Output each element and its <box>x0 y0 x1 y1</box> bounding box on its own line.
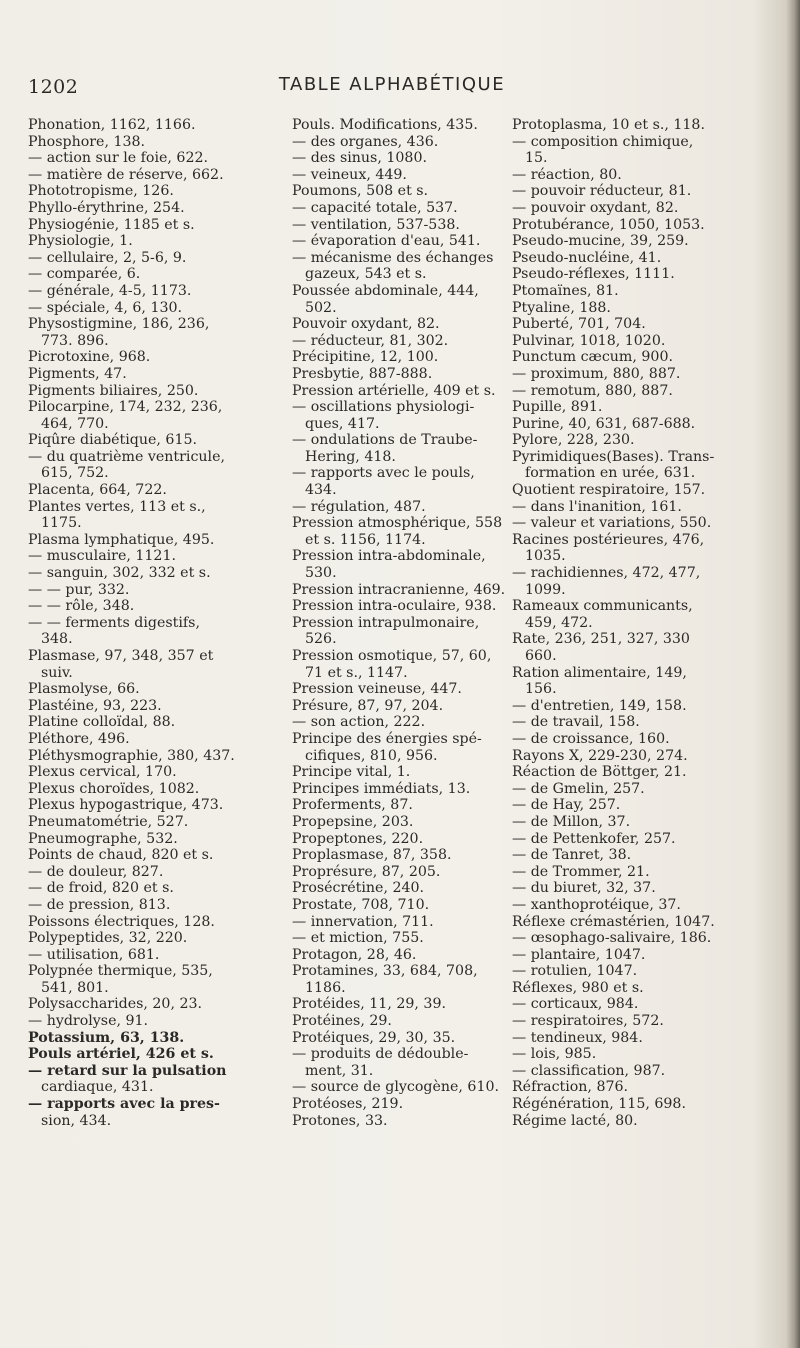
index-entry: Présure, 87, 97, 204. <box>292 697 444 714</box>
index-entry: Protéides, 11, 29, 39. <box>292 996 446 1013</box>
index-entry: Placenta, 664, 722. <box>28 482 167 499</box>
index-entry: Phonation, 1162, 1166. <box>28 117 196 133</box>
index-entry: — spéciale, 4, 6, 130. <box>28 299 183 316</box>
index-entry: Principes immédiats, 13. <box>292 780 471 797</box>
index-entry: — pouvoir réducteur, 81. <box>512 183 692 200</box>
index-entry: — rotulien, 1047. <box>512 963 638 980</box>
index-entry: Pression veineuse, 447. <box>292 681 462 698</box>
index-entry: Poissons électriques, 128. <box>28 913 215 930</box>
index-entry: Propepsine, 203. <box>292 813 414 830</box>
page-number: 1202 <box>28 76 79 98</box>
index-entry: 1186. <box>305 979 346 996</box>
index-entry: — musculaire, 1121. <box>28 548 176 565</box>
index-entry: — veineux, 449. <box>292 166 407 183</box>
index-entry: Pupille, 891. <box>512 399 603 416</box>
index-entry: Pylore, 228, 230. <box>512 432 635 449</box>
index-entry: — valeur et variations, 550. <box>512 515 712 532</box>
index-entry: — plantaire, 1047. <box>512 946 646 963</box>
index-entry: Pouvoir oxydant, 82. <box>292 316 440 333</box>
index-entry: — réaction, 80. <box>512 166 622 183</box>
index-entry: Pression artérielle, 409 et s. <box>292 382 496 399</box>
index-entry: Proplasmase, 87, 358. <box>292 847 452 864</box>
index-entry: — respiratoires, 572. <box>512 1013 664 1030</box>
index-entry: Plexus choroïdes, 1082. <box>28 780 200 797</box>
index-entry: Pneumographe, 532. <box>28 830 178 847</box>
index-entry: — son action, 222. <box>292 714 426 731</box>
index-entry: 348. <box>41 631 73 648</box>
index-entry: — rapports avec le pouls, <box>292 465 475 482</box>
index-entry: Physiologie, 1. <box>28 233 133 250</box>
index-entry: — produits de dédouble- <box>292 1046 469 1063</box>
index-entry: — retard sur la pulsation <box>28 1062 227 1079</box>
index-entry: Presbytie, 887-888. <box>292 365 433 382</box>
index-entry: — corticaux, 984. <box>512 996 639 1013</box>
index-entry: Régime lacté, 80. <box>512 1112 638 1129</box>
index-entry: Propeptones, 220. <box>292 830 424 847</box>
index-entry: formation en urée, 631. <box>525 465 696 482</box>
index-entry: Phosphore, 138. <box>28 133 146 150</box>
index-entry: Principe des énergies spé- <box>292 730 482 747</box>
index-entry: — ventilation, 537-538. <box>292 216 460 233</box>
index-entry: Proferments, 87. <box>292 797 413 814</box>
index-entry: 1175. <box>41 515 82 532</box>
index-entry: — de Millon, 37. <box>512 813 631 830</box>
index-entry: Précipitine, 12, 100. <box>292 349 439 366</box>
index-entry: — ondulations de Traube- <box>292 432 478 449</box>
index-entry: Pseudo-mucine, 39, 259. <box>512 233 689 250</box>
index-entry: 459, 472. <box>525 614 593 631</box>
index-entry: Rameaux communicants, <box>512 598 693 615</box>
index-entry: — xanthoprotéique, 37. <box>512 896 681 913</box>
index-entry: — remotum, 880, 887. <box>512 382 673 399</box>
index-entry: Racines postérieures, 476, <box>512 531 705 548</box>
index-entry: Plexus cervical, 170. <box>28 764 177 781</box>
index-entry: — cellulaire, 2, 5-6, 9. <box>28 249 187 266</box>
index-entry: Prostate, 708, 710. <box>292 896 430 913</box>
index-entry: — de douleur, 827. <box>28 863 164 880</box>
index-entry: Protones, 33. <box>292 1112 388 1129</box>
index-entry: — régulation, 487. <box>292 498 426 515</box>
index-entry: Proprésure, 87, 205. <box>292 863 441 880</box>
index-entry: et s. 1156, 1174. <box>305 531 426 548</box>
index-entry: Poumons, 508 et s. <box>292 183 429 200</box>
index-entry: Pression atmosphérique, 558 <box>292 515 503 532</box>
index-entry: Polypeptides, 32, 220. <box>28 930 188 947</box>
index-entry: — générale, 4-5, 1173. <box>28 282 192 299</box>
index-entry: Quotient respiratoire, 157. <box>512 482 706 499</box>
index-entry: — œsophago-salivaire, 186. <box>512 930 712 947</box>
index-entry: Protoplasma, 10 et s., 118. <box>512 117 705 133</box>
index-entry: — proximum, 880, 887. <box>512 365 681 382</box>
index-entry: Pneumatométrie, 527. <box>28 813 189 830</box>
index-entry: Pression osmotique, 57, 60, <box>292 648 492 664</box>
index-entry: Ration alimentaire, 149, <box>512 664 687 681</box>
index-entry: suiv. <box>41 664 73 681</box>
index-entry: Pseudo-réflexes, 1111. <box>512 266 675 283</box>
index-entry: Poussée abdominale, 444, <box>292 282 479 299</box>
index-entry: — matière de réserve, 662. <box>28 166 224 183</box>
index-entry: Polysaccharides, 20, 23. <box>28 996 203 1013</box>
index-entry: 15. <box>525 150 548 167</box>
index-entry: Phyllo-érythrine, 254. <box>28 199 185 216</box>
index-entry: Pression intrapulmonaire, <box>292 614 480 631</box>
index-entry: Plastéine, 93, 223. <box>28 697 162 714</box>
index-entry: Phototropisme, 126. <box>28 183 174 200</box>
index-entry: Piqûre diabétique, 615. <box>28 432 198 449</box>
index-entry: — composition chimique, <box>512 133 694 150</box>
index-entry: Purine, 40, 631, 687-688. <box>512 415 696 432</box>
index-entry: — — ferments digestifs, <box>28 614 200 631</box>
index-entry: — dans l'inanition, 161. <box>512 498 682 515</box>
index-entry: Protubérance, 1050, 1053. <box>512 216 705 233</box>
index-entry: Rate, 236, 251, 327, 330 <box>512 631 690 648</box>
index-entry: Pléthysmographie, 380, 437. <box>28 747 235 764</box>
index-entry: — innervation, 711. <box>292 913 434 930</box>
index-entry: ques, 417. <box>305 415 380 432</box>
index-entry: — oscillations physiologi- <box>292 399 475 416</box>
index-entry: — mécanisme des échanges <box>292 249 494 266</box>
index-entry: Rayons X, 229-230, 274. <box>512 747 688 764</box>
index-entry: — des organes, 436. <box>292 133 439 150</box>
index-entry: Plantes vertes, 113 et s., <box>28 498 206 515</box>
index-entry: — de Gmelin, 257. <box>512 780 645 797</box>
index-entry: — — rôle, 348. <box>28 598 135 615</box>
page-edge-shadow <box>786 0 800 1348</box>
index-entry: 1035. <box>525 548 566 565</box>
index-entry: Pulvinar, 1018, 1020. <box>512 332 666 349</box>
index-entry: Hering, 418. <box>305 448 396 465</box>
index-entry: Ptomaïnes, 81. <box>512 282 619 299</box>
index-entry: 615, 752. <box>41 465 109 482</box>
index-entry: Pouls artériel, 426 et s. <box>28 1046 214 1063</box>
index-entry: — de travail, 158. <box>512 714 640 731</box>
index-entry: Régénération, 115, 698. <box>512 1096 686 1113</box>
index-entry: Protéiques, 29, 30, 35. <box>292 1029 456 1046</box>
index-entry: Protamines, 33, 684, 708, <box>292 963 478 980</box>
index-entry: — évaporation d'eau, 541. <box>292 233 481 250</box>
index-entry: Protagon, 28, 46. <box>292 946 417 963</box>
index-entry: 526. <box>305 631 337 648</box>
index-entry: — capacité totale, 537. <box>292 199 458 216</box>
index-entry: Puberté, 701, 704. <box>512 316 646 333</box>
index-entry: Pilocarpine, 174, 232, 236, <box>28 399 223 416</box>
index-entry: — lois, 985. <box>512 1046 597 1063</box>
index-entry: Picrotoxine, 968. <box>28 349 151 366</box>
index-entry: Ptyaline, 188. <box>512 299 611 316</box>
index-entry: Platine colloïdal, 88. <box>28 714 176 731</box>
index-entry: Physostigmine, 186, 236, <box>28 316 210 333</box>
index-entry: Protéines, 29. <box>292 1013 392 1030</box>
index-entry: Pigments biliaires, 250. <box>28 382 199 399</box>
index-entry: Pyrimidiques(Bases). Trans- <box>512 448 715 465</box>
index-entry: — source de glycogène, 610. <box>292 1079 500 1096</box>
index-column-2 <box>292 117 506 1129</box>
index-entry: — réducteur, 81, 302. <box>292 332 449 349</box>
index-entry: — tendineux, 984. <box>512 1029 643 1046</box>
index-entry: — de Tanret, 38. <box>512 847 632 864</box>
index-entry: Réflexe crémastérien, 1047. <box>512 913 715 930</box>
index-entry: 530. <box>305 565 337 582</box>
index-entry: — de croissance, 160. <box>512 730 670 747</box>
index-entry: ment, 31. <box>305 1062 374 1079</box>
index-entry: — du quatrième ventricule, <box>28 448 225 465</box>
index-entry: 773. 896. <box>41 332 109 349</box>
index-entry: Plexus hypogastrique, 473. <box>28 797 224 814</box>
index-entry: cifiques, 810, 956. <box>305 747 438 764</box>
index-entry: Réflexes, 980 et s. <box>512 979 644 996</box>
index-entry: — comparée, 6. <box>28 266 141 283</box>
index-entry: Pseudo-nucléine, 41. <box>512 249 662 266</box>
index-column-3 <box>512 117 774 1129</box>
index-entry: — hydrolyse, 91. <box>28 1013 149 1030</box>
index-entry: cardiaque, 431. <box>41 1079 154 1096</box>
index-entry: 464, 770. <box>41 415 109 432</box>
index-entry: — pouvoir oxydant, 82. <box>512 199 679 216</box>
index-entry: Plasma lymphatique, 495. <box>28 531 215 548</box>
index-entry: 434. <box>305 482 337 499</box>
index-entry: 71 et s., 1147. <box>305 664 408 681</box>
index-entry: — rachidiennes, 472, 477, <box>512 565 701 582</box>
index-entry: Pression intracranienne, 469. <box>292 581 506 598</box>
index-entry: Pression intra-abdominale, <box>292 548 486 565</box>
index-entry: Pouls. Modifications, 435. <box>292 117 478 133</box>
index-entry: — et miction, 755. <box>292 930 424 947</box>
index-entry: 1099. <box>525 581 566 598</box>
index-entry: Physiogénie, 1185 et s. <box>28 216 195 233</box>
index-entry: Plasmolyse, 66. <box>28 681 140 698</box>
index-entry: — sanguin, 302, 332 et s. <box>28 565 211 582</box>
index-entry: Prosécrétine, 240. <box>292 880 425 897</box>
index-entry: — du biuret, 32, 37. <box>512 880 656 897</box>
index-entry: — action sur le foie, 622. <box>28 150 209 167</box>
index-entry: Protéoses, 219. <box>292 1096 404 1113</box>
index-entry: Punctum cæcum, 900. <box>512 349 673 366</box>
index-entry: gazeux, 543 et s. <box>305 266 427 283</box>
index-entry: 541, 801. <box>41 979 109 996</box>
index-entry: — — pur, 332. <box>28 581 130 598</box>
index-entry: Principe vital, 1. <box>292 764 411 781</box>
index-entry: — de Pettenkofer, 257. <box>512 830 676 847</box>
index-entry: — de Trommer, 21. <box>512 863 650 880</box>
index-entry: — de Hay, 257. <box>512 797 621 814</box>
index-entry: Réaction de Böttger, 21. <box>512 764 687 781</box>
index-column-1 <box>28 117 278 1129</box>
index-entry: 660. <box>525 648 557 664</box>
index-entry: — classification, 987. <box>512 1062 666 1079</box>
index-entry: Pression intra-oculaire, 938. <box>292 598 497 615</box>
index-entry: Polypnée thermique, 535, <box>28 963 213 980</box>
index-entry: — utilisation, 681. <box>28 946 160 963</box>
index-entry: Plasmase, 97, 348, 357 et <box>28 648 214 664</box>
index-entry: — de froid, 820 et s. <box>28 880 174 897</box>
index-entry: Pléthore, 496. <box>28 730 130 747</box>
index-entry: Points de chaud, 820 et s. <box>28 847 214 864</box>
index-entry: 502. <box>305 299 337 316</box>
index-entry: Pigments, 47. <box>28 365 127 382</box>
running-title: TABLE ALPHABÉTIQUE <box>278 74 506 95</box>
index-entry: Potassium, 63, 138. <box>28 1029 185 1046</box>
index-entry: 156. <box>525 681 557 698</box>
index-entry: — rapports avec la pres- <box>28 1096 220 1113</box>
index-entry: — des sinus, 1080. <box>292 150 427 167</box>
index-entry: sion, 434. <box>41 1112 112 1129</box>
index-entry: Réfraction, 876. <box>512 1079 629 1096</box>
index-entry: — d'entretien, 149, 158. <box>512 697 687 714</box>
index-entry: — de pression, 813. <box>28 896 171 913</box>
